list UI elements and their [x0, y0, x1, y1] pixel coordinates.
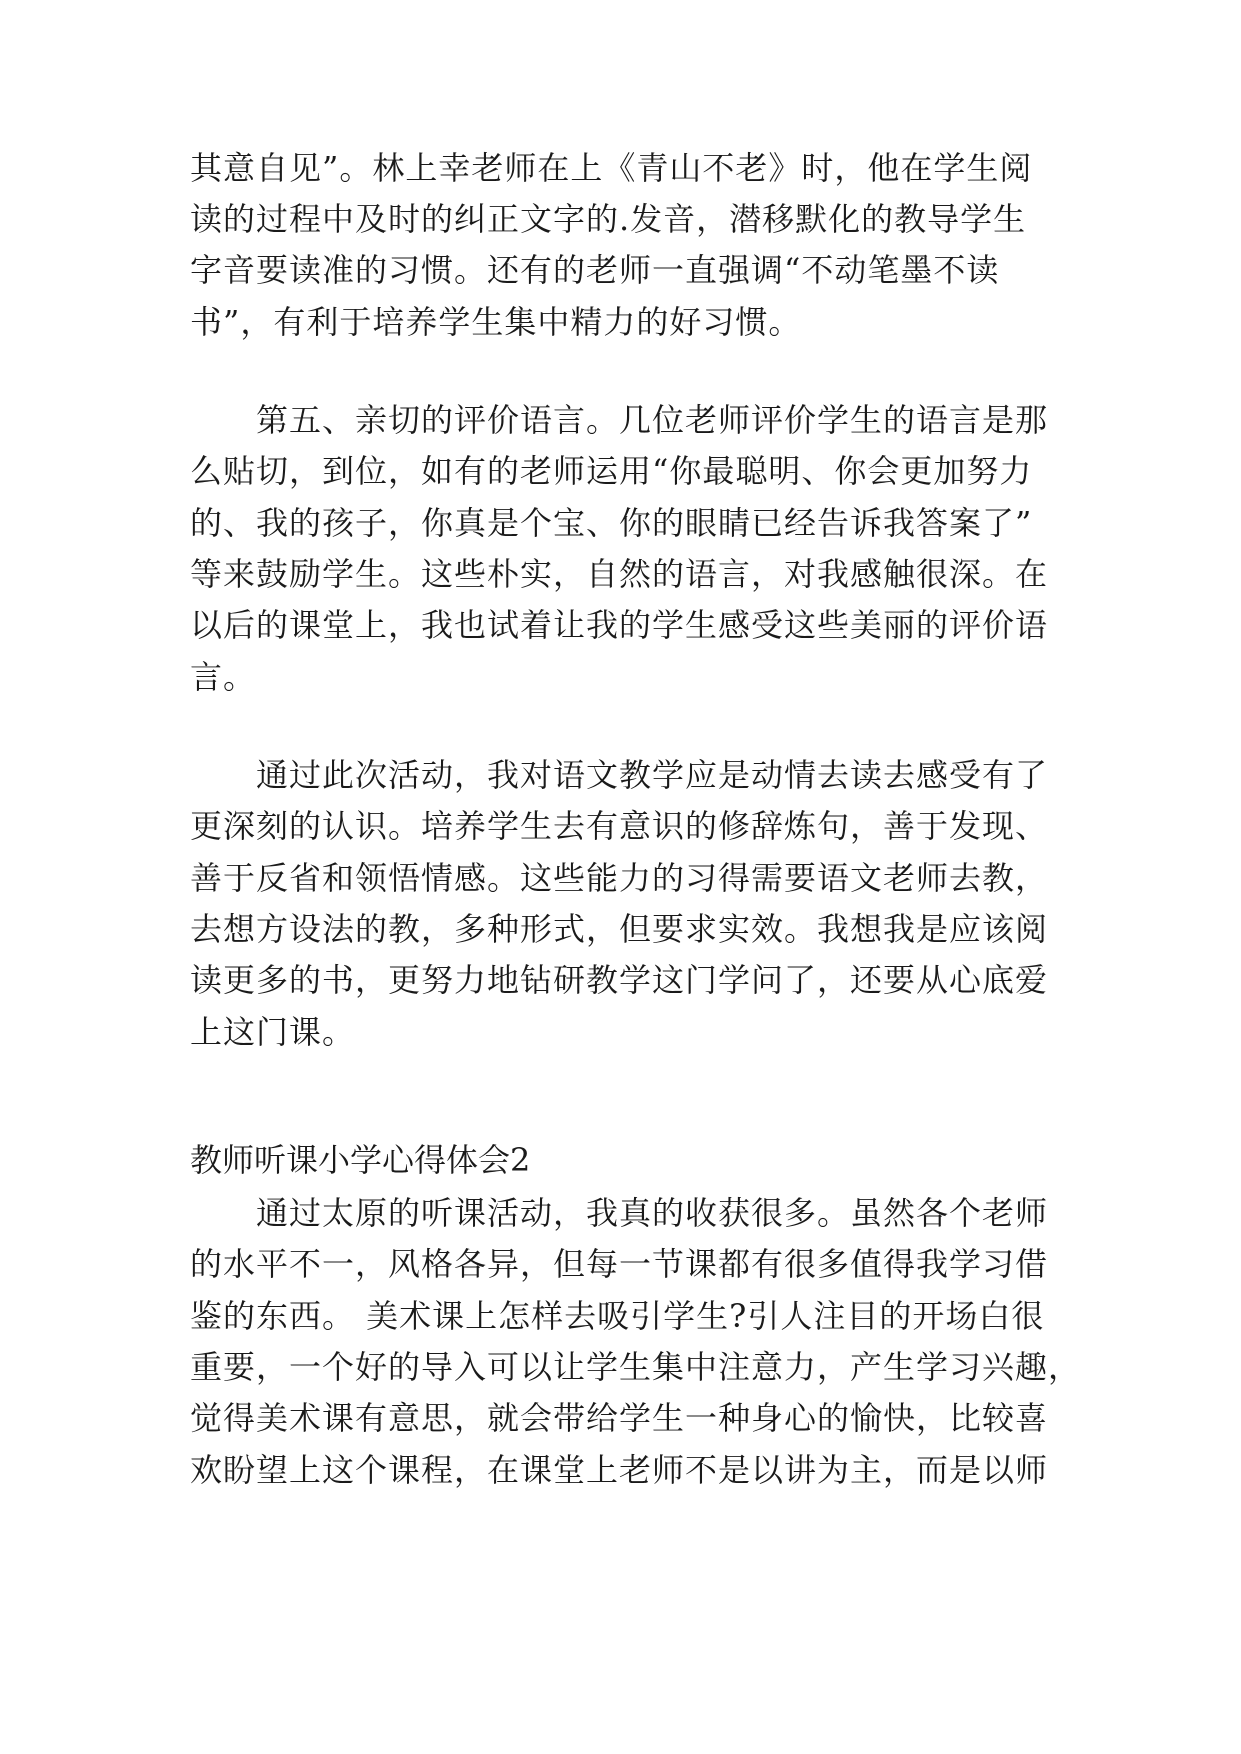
text-line: 以后的课堂上，我也试着让我的学生感受这些美丽的评价语 — [190, 606, 1049, 644]
text-line: 通过太原的听课活动，我真的收获很多。虽然各个老师 — [256, 1194, 1049, 1232]
text-line: 其意自见”。林上幸老师在上《青山不老》时，他在学生阅 — [190, 149, 1033, 187]
text-line: 通过此次活动，我对语文教学应是动情去读去感受有了 — [256, 756, 1049, 794]
text-line: 觉得美术课有意思，就会带给学生一种身心的愉快，比较喜 — [190, 1399, 1049, 1437]
text-line: 字音要读准的习惯。还有的老师一直强调“不动笔墨不读 — [190, 251, 1000, 289]
section-title: 教师听课小学心得体会2 — [190, 1141, 531, 1179]
text-line: 的、我的孩子，你真是个宝、你的眼睛已经告诉我答案了” — [190, 504, 1033, 542]
text-line: 言。 — [190, 658, 257, 696]
text-line: 等来鼓励学生。这些朴实，自然的语言，对我感触很深。在 — [190, 555, 1049, 593]
text-line: 去想方设法的教，多种形式，但要求实效。我想我是应该阅 — [190, 910, 1049, 948]
text-line: 的水平不一，风格各异，但每一节课都有很多值得我学习借 — [190, 1245, 1049, 1283]
text-line: 鉴的东西。 美术课上怎样去吸引学生?引人注目的开场白很 — [190, 1297, 1045, 1335]
text-line: 重要，一个好的导入可以让学生集中注意力，产生学习兴趣， — [190, 1348, 1082, 1386]
text-line: 更深刻的认识。培养学生去有意识的修辞炼句，善于发现、 — [190, 807, 1049, 845]
text-line: 书”，有利于培养学生集中精力的好习惯。 — [190, 303, 802, 341]
text-line: 么贴切，到位，如有的老师运用“你最聪明、你会更加努力 — [190, 452, 1033, 490]
text-line: 欢盼望上这个课程，在课堂上老师不是以讲为主，而是以师 — [190, 1451, 1049, 1489]
text-line: 读更多的书，更努力地钻研教学这门学问了，还要从心底爱 — [190, 961, 1049, 999]
text-line: 善于反省和领悟情感。这些能力的习得需要语文老师去教， — [190, 859, 1049, 897]
text-line: 第五、亲切的评价语言。几位老师评价学生的语言是那 — [256, 401, 1049, 439]
text-line: 上这门课。 — [190, 1013, 356, 1051]
text-line: 读的过程中及时的纠正文字的.发音，潜移默化的教导学生 — [190, 200, 1027, 238]
